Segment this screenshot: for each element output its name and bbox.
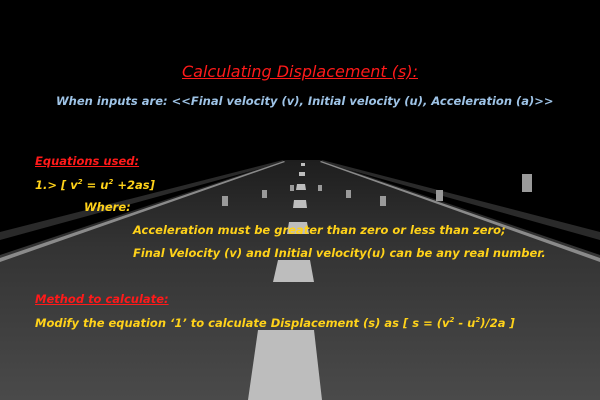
equation-1-prefix: 1.> [ v	[35, 178, 78, 192]
equation-1-middle: = u	[82, 178, 109, 192]
equation-1-superscript-v: 2	[77, 178, 83, 186]
inputs-line: When inputs are: <<Final velocity (v), Initial velocity (u), Acceleration (a)>>	[56, 94, 554, 108]
equation-1-superscript-u: 2	[108, 178, 114, 186]
method-superscript-v: 2	[449, 316, 455, 324]
page-title: Calculating Displacement (s):	[182, 62, 418, 81]
method-suffix: )/2a ]	[480, 316, 515, 330]
method-formula	[35, 316, 515, 330]
equation-1-suffix: +2as]	[113, 178, 155, 192]
condition-acceleration: Acceleration must be greater than zero or less than zero;	[133, 223, 506, 237]
method-prefix: Modify the equation ‘1’ to calculate Displacement (s) as [ s = (v	[35, 316, 450, 330]
method-middle: - u	[454, 316, 476, 330]
where-label: Where:	[84, 200, 131, 214]
method-heading: Method to calculate:	[35, 292, 169, 306]
equation-1	[35, 178, 155, 192]
condition-velocity: Final Velocity (v) and Initial velocity(u) can be any real number.	[133, 246, 546, 260]
equations-heading: Equations used:	[35, 154, 140, 168]
method-superscript-u: 2	[475, 316, 481, 324]
